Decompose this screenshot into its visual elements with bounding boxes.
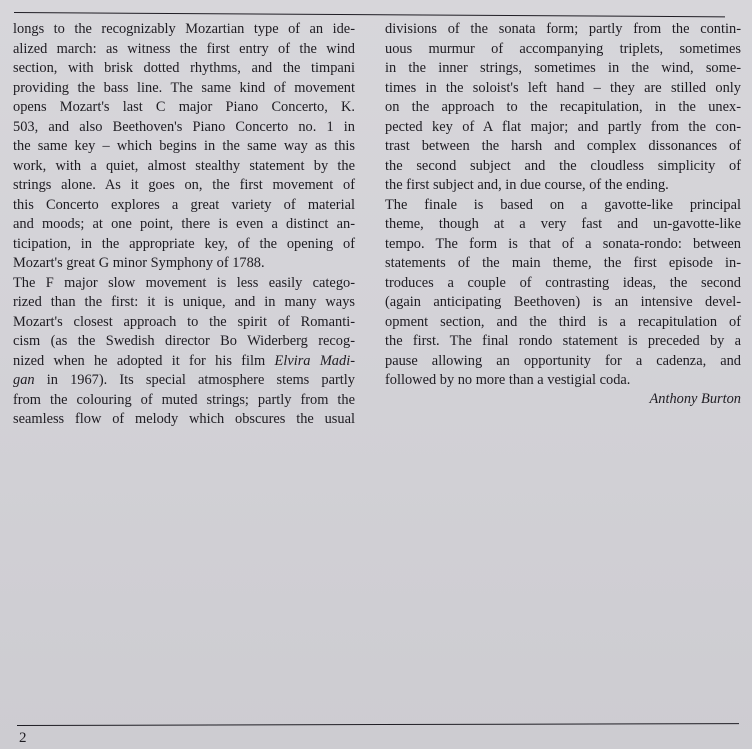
text-line: The finale is based on a gavotte-like principal [385,196,741,213]
text-line: on the approach to the recapitulation, in the unex- [385,99,741,115]
text-line: seamless flow of melody which obscures the usual [13,411,355,427]
text-line: the same key – which begins in the same way as this [13,138,355,154]
author-signature: Anthony Burton [649,391,741,407]
left-column [13,20,355,430]
text-line: Mozart's closest approach to the spirit of Romanti- [13,313,355,330]
text-line: tempo. The form is that of a sonata-rondo: between [385,235,741,252]
text-line: followed by no more than a vestigial coda. [385,372,631,388]
text-line: opens Mozart's last C major Piano Concerto, K. [13,99,355,115]
text-line: divisions of the sonata form; partly from the contin- [385,21,741,37]
text-line: opment section, and the third is a recapitulation of [385,313,741,330]
text-line: the first. The final rondo statement is preceded by a [385,333,741,349]
text-line: strings alone. As it goes on, the first movement of [13,177,355,193]
text-line: longs to the recognizably Mozartian type of an ide- [13,21,355,37]
text-line: troduces a couple of contrasting ideas, the second [385,274,741,291]
text-line: trast between the harsh and complex dissonances of [385,138,741,154]
text-line: pected key of A flat major; and partly from the con- [385,118,741,135]
text-line: 503, and also Beethoven's Piano Concerto no. 1 in [13,118,355,135]
right-column [385,20,741,391]
text-line: providing the bass line. The same kind of movement [13,79,355,96]
text-line: uous murmur of accompanying triplets, sometimes [385,40,741,57]
text-line: statements of the main theme, the first episode in- [385,255,741,271]
text-line: (again anticipating Beethoven) is an intensive devel- [385,294,741,310]
text-line: The F major slow movement is less easily catego- [13,274,355,291]
text-line: in the inner strings, sometimes in the wind, some- [385,60,741,76]
text-line: this Concerto explores a great variety of material [13,196,355,213]
text-line: work, with a quiet, almost stealthy statement by the [13,157,355,174]
text-line-with-italic: nized when he adopted it for his film Elvira Madi- [13,352,355,369]
text-line: pause allowing an opportunity for a cadenza, and [385,352,741,369]
text-line-with-italic: gan in 1967). Its special atmosphere stems partly [13,372,355,388]
top-rule [14,12,725,17]
film-title-italic: Elvira Madi- [274,352,355,369]
page-number: 2 [19,730,27,746]
text-line: ticipation, in the appropriate key, of the opening of [13,235,355,252]
text-line: the second subject and the cloudless simplicity of [385,157,741,174]
text-line: from the colouring of muted strings; partly from the [13,391,355,408]
text-line: theme, though at a very fast and un-gavotte-like [385,216,741,232]
text-line: and moods; at one point, there is even a distinct an- [13,216,355,232]
text-line: cism (as the Swedish director Bo Widerberg recog- [13,333,355,349]
text-line: Mozart's great G minor Symphony of 1788. [13,255,265,271]
text-line: times in the soloist's left hand – they are stilled only [385,79,741,96]
text-line: alized march: as witness the first entry of the wind [13,40,355,57]
text-line: rized than the first: it is unique, and in many ways [13,294,355,310]
film-title-italic: gan [13,372,35,388]
text-line: the first subject and, in due course, of the ending. [385,177,669,193]
bottom-rule [17,723,739,726]
text-line: section, with brisk dotted rhythms, and the timpani [13,60,355,76]
